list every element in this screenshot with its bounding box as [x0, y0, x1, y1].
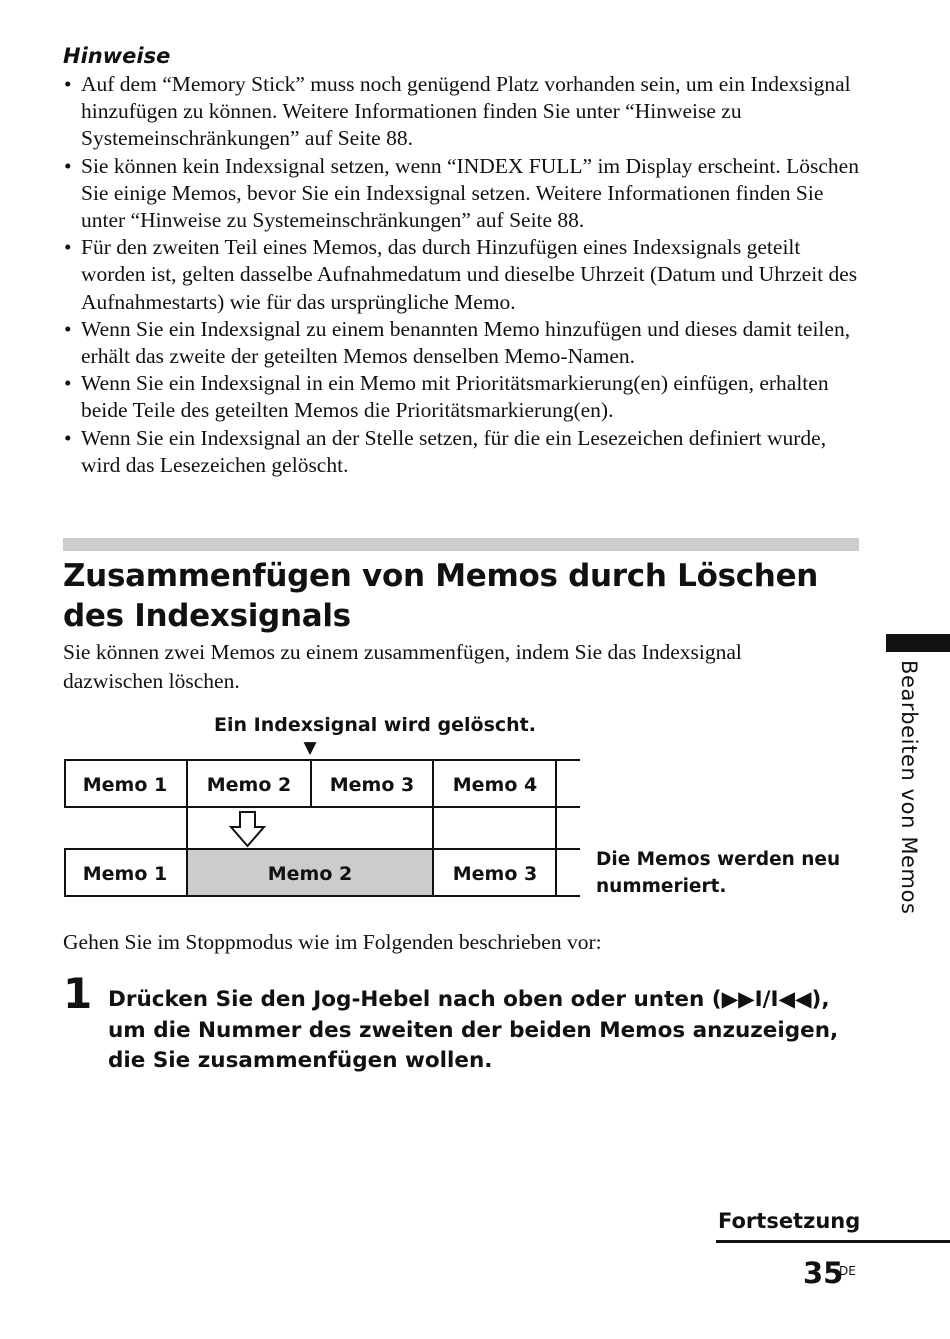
continued-label: Fortsetzung — [718, 1209, 861, 1233]
memo-cell: Memo 1 — [82, 774, 168, 796]
note-item: • Wenn Sie ein Indexsignal an der Stelle setzen, für die ein Lesezeichen definiert wurde, wird das Lesezeichen gelöscht. — [63, 425, 863, 479]
notes-heading: Hinweise — [63, 44, 171, 68]
pointer-down-icon: ▼ — [303, 738, 317, 758]
renumber-note-line-2: nummeriert. — [596, 876, 727, 897]
diagram-caption-top: Ein Indexsignal wird gelöscht. — [214, 714, 536, 736]
section-intro: Sie können zwei Memos zu einem zusammenfügen, indem Sie das Indexsignal dazwischen löschen. — [63, 640, 742, 693]
note-item: • Für den zweiten Teil eines Memos, das durch Hinzufügen eines Indexsignals geteilt worden ist, gelten dasselbe Aufnahmedatum und dieselbe Uhrzeit (Datum und Uhrzeit des Aufnahmestarts) wie für das ursprüngliche Memo. — [63, 234, 863, 316]
down-arrow-outline-icon — [231, 812, 264, 846]
section-divider-bar — [63, 538, 859, 551]
note-item: • Wenn Sie ein Indexsignal zu einem benannten Memo hinzufügen und dieses damit teilen, erhält das zweite der geteilten Memos denselben Memo-Namen. — [63, 316, 863, 370]
side-tab-marker — [886, 634, 950, 652]
index-signal-diagram — [0, 700, 950, 920]
stop-mode-instruction: Gehen Sie im Stoppmodus wie im Folgenden beschrieben vor: — [63, 930, 602, 954]
note-item: • Sie können kein Indexsignal setzen, wenn “INDEX FULL” im Display erscheint. Löschen Sie einige Memos, bevor Sie ein Indexsignal setzen. Weitere Informationen finden Sie unter “Hinweise zu Systemeinschränkungen” auf Seite 88. — [63, 153, 863, 235]
memo-cell: Memo 2 — [206, 774, 292, 796]
renumber-note-line-1: Die Memos werden neu — [596, 849, 841, 870]
note-item: • Auf dem “Memory Stick” muss noch genügend Platz vorhanden sein, um ein Indexsignal hinzufügen zu können. Weitere Informationen finden Sie unter “Hinweise zu Systemeinschränkungen” auf Seite 88. — [63, 71, 863, 153]
memo-cell: Memo 4 — [452, 774, 538, 796]
memo-cell: Memo 3 — [452, 863, 538, 885]
memo-row-after — [64, 849, 580, 896]
page-number-suffix: DE — [839, 1264, 856, 1278]
step-number: 1 — [63, 969, 93, 1018]
memo-cell: Memo 1 — [82, 863, 168, 885]
note-item: • Wenn Sie ein Indexsignal in ein Memo mit Prioritätsmarkierung(en) einfügen, erhalten beide Teile des geteilten Memos die Prioritätsmarkierung(en). — [63, 370, 863, 424]
section-title: Zusammenfügen von Memos durch Löschen des Indexsignals — [63, 558, 819, 634]
memo-cell-merged: Memo 2 — [267, 863, 353, 885]
continued-rule — [716, 1240, 950, 1243]
page-number: 35 — [803, 1256, 844, 1290]
memo-row-before — [64, 760, 580, 807]
step-text: Drücken Sie den Jog-Hebel nach oben oder unten (▶▶I/I◀◀), um die Nummer des zweiten der beiden Memos anzuzeigen, die Sie zusammenfügen wollen. — [108, 987, 839, 1073]
notes-list — [63, 71, 863, 479]
side-tab-label: Bearbeiten von Memos — [897, 660, 921, 915]
memo-cell: Memo 3 — [329, 774, 415, 796]
